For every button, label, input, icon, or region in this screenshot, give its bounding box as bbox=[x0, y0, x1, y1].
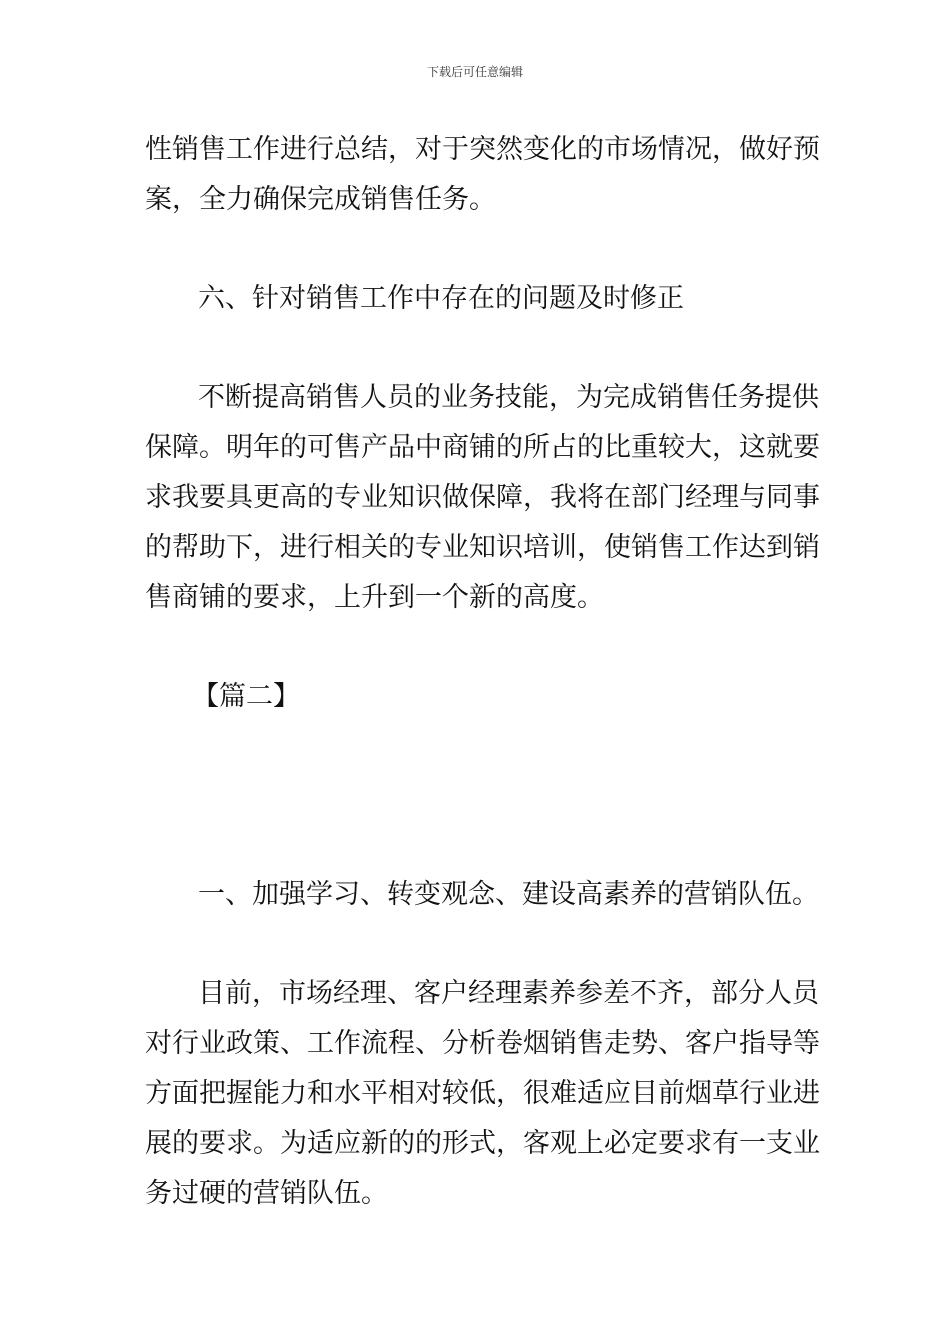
section-marker: 【篇二】 bbox=[192, 681, 300, 712]
section-heading: 六、针对销售工作中存在的问题及时修正 bbox=[198, 283, 684, 314]
paragraph-line: 性销售工作进行总结，对于突然变化的市场情况，做好预 bbox=[145, 134, 820, 165]
paragraph-line: 目前，市场经理、客户经理素养参差不齐，部分人员 bbox=[198, 978, 819, 1009]
paragraph-line: 展的要求。为适应新的的形式，客观上必定要求有一支业 bbox=[145, 1128, 820, 1159]
paragraph-line: 保障。明年的可售产品中商铺的所占的比重较大，这就要 bbox=[145, 432, 820, 463]
paragraph-line: 不断提高销售人员的业务技能，为完成销售任务提供 bbox=[198, 382, 819, 413]
paragraph-line: 对行业政策、工作流程、分析卷烟销售走势、客户指导等 bbox=[145, 1028, 820, 1059]
paragraph-line: 的帮助下，进行相关的专业知识培训，使销售工作达到销 bbox=[145, 532, 820, 563]
page-header: 下载后可任意编辑 bbox=[426, 65, 523, 79]
paragraph-line: 案，全力确保完成销售任务。 bbox=[145, 184, 496, 215]
paragraph-line: 务过硬的营销队伍。 bbox=[145, 1178, 388, 1209]
section-heading: 一、加强学习、转变观念、建设高素养的营销队伍。 bbox=[198, 879, 819, 910]
paragraph-line: 售商铺的要求，上升到一个新的高度。 bbox=[145, 582, 604, 613]
paragraph-line: 求我要具更高的专业知识做保障，我将在部门经理与同事 bbox=[145, 482, 820, 513]
paragraph-line: 方面把握能力和水平相对较低，很难适应目前烟草行业进 bbox=[145, 1078, 820, 1109]
